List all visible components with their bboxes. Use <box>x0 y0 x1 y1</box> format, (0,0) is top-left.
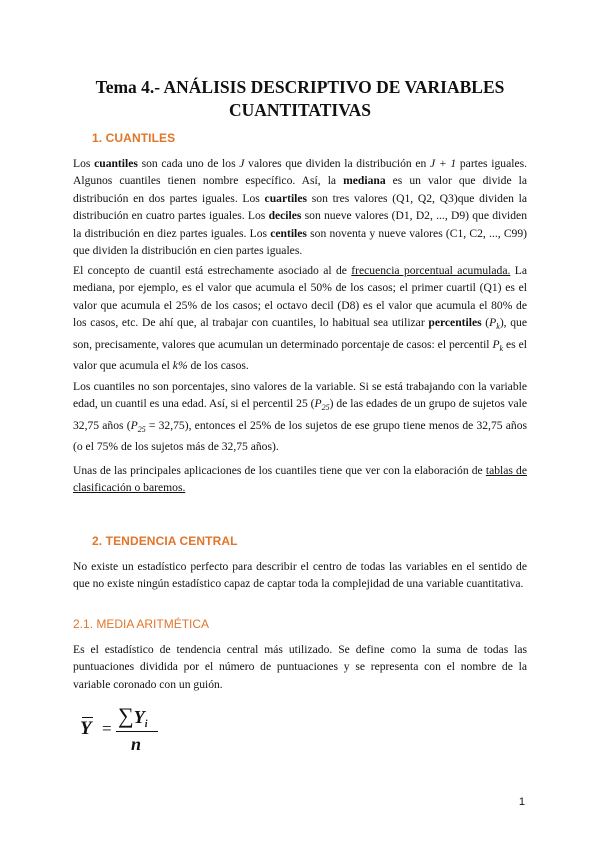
term-cuartiles: cuartiles <box>264 191 308 205</box>
term-centiles: centiles <box>270 226 307 240</box>
subsection-heading-media: 2.1. MEDIA ARITMÉTICA <box>73 617 210 631</box>
formula-lhs: Y <box>80 718 92 739</box>
paragraph-aplicaciones: Unas de las principales aplicaciones de los cuantiles tiene que ver con la elaboración de tablas de clasificación o baremos. <box>73 464 527 495</box>
formula-numerator: $\sum Y_i$ <box>118 703 148 730</box>
term-frecuencia-acumulada: frecuencia porcentual acumulada. <box>351 264 511 277</box>
sigma-icon: ∑ <box>118 703 134 728</box>
paragraph-cuantiles-definition: Los cuantiles son cada uno de los J valores que dividen la distribución en J + 1 partes iguales. Algunos cuantiles tienen nombre específico. Así, la mediana es un valor que divide la distribución en dos partes iguales. Los cuartiles son tres valores (Q1, Q2, Q3)que dividen la distribución en cuatro partes iguales. Los deciles son nueve valores (D1, D2, ..., D9) que dividen la distribución en diez partes iguales. Los centiles son noventa y nueve valores (C1, C2, ..., C99) que dividen la distribución en cien partes iguales. <box>73 157 528 258</box>
formula-equals: = <box>102 719 112 738</box>
term-baremos: tablas de clasificación o baremos. <box>73 464 527 495</box>
title-line-1: Tema 4.- ANÁLISIS DESCRIPTIVO DE VARIABLES <box>95 77 505 97</box>
page-number: 1 <box>518 796 525 808</box>
paragraph-cuantil-percentil: El concepto de cuantil está estrechamente asociado al de frecuencia porcentual acumulada. La mediana, por ejemplo, es el valor que acumula el 50% de los casos; el primer cuartil (Q1) es el valor que acumula el 25% de los casos; el octavo decil (D8) es el valor que acumula el 80% de los casos, etc. De ahí que, al trabajar con cuantiles, lo habitual sea utilizar percentiles $(P_k)$, que son, precisamente, valores que acumulan un determinado porcentaje de casos: el percentil $P_k$ es el valor que acumula el k% de los casos. <box>73 264 527 373</box>
paragraph-tendencia-central: No existe un estadístico perfecto para describir el centro de todas las variables en el sentido de que no existe ningún estadístico capaz de captar toda la complejidad de una variable cuantitativa. <box>73 560 527 591</box>
mean-formula <box>80 700 180 760</box>
title-line-2: CUANTITATIVAS <box>229 100 371 120</box>
paragraph-cuantiles-valores: Los cuantiles no son porcentajes, sino valores de la variable. Si se está trabajando con la variable edad, un cuantil es una edad. Así, si el percentil 25 $(P_{25})$ de las edades de un grupo de sujetos vale 32,75 años $(P_{25} = 32,75)$, entonces el 25% de los sujetos de ese grupo tiene menos de 32,75 años (o el 75% de los sujetos más de 32,75 años). <box>73 380 527 454</box>
term-cuantiles: cuantiles <box>94 157 138 170</box>
document-title <box>60 76 540 122</box>
term-percentiles: percentiles <box>428 316 482 330</box>
section-heading-cuantiles: 1. CUANTILES <box>92 131 176 145</box>
section-heading-tendencia-central: 2. TENDENCIA CENTRAL <box>92 534 238 548</box>
formula-fraction-bar <box>116 731 158 732</box>
term-deciles: deciles <box>268 209 302 223</box>
paragraph-media-definition: Es el estadístico de tendencia central más utilizado. Se define como la suma de todas las puntuaciones dividida por el número de puntuaciones y se representa con el nombre de la variable coronado con un guión. <box>73 643 527 691</box>
formula-denominator: n <box>131 734 142 754</box>
term-mediana: mediana <box>343 174 386 188</box>
